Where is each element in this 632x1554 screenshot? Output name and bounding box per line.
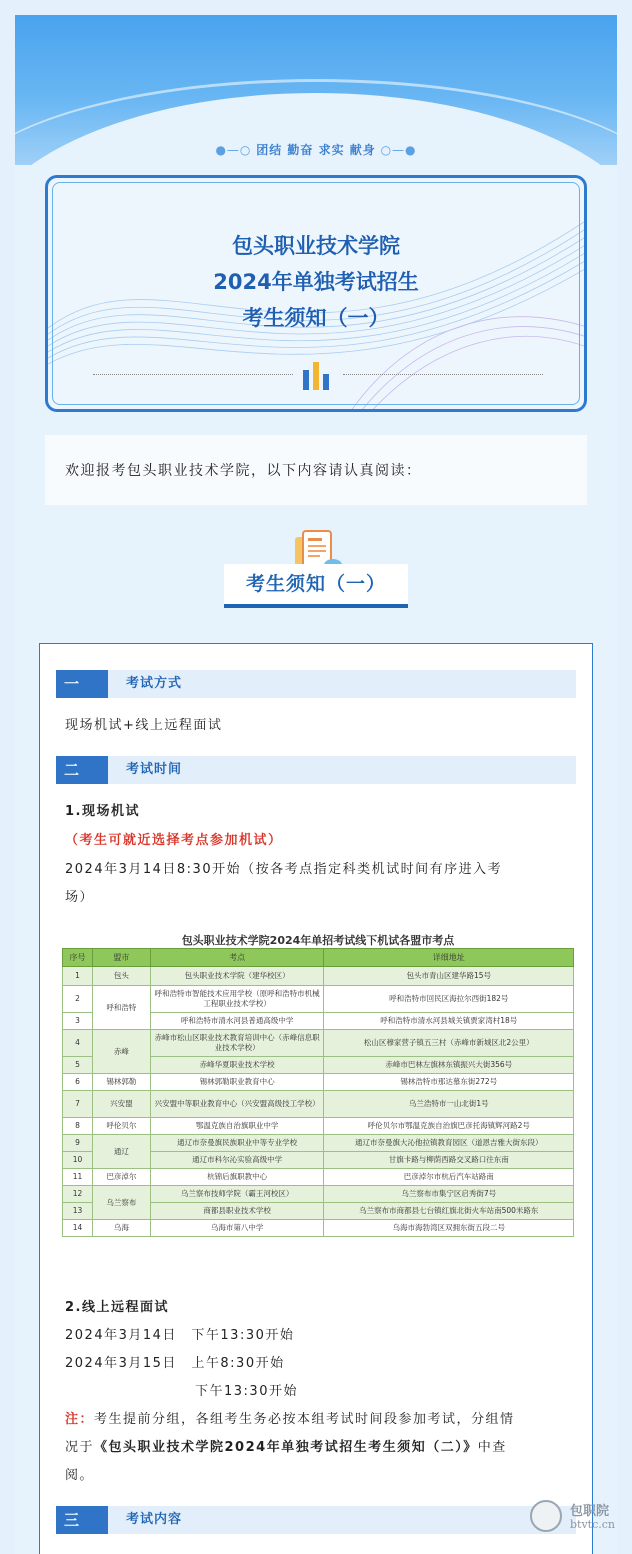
table-cell: 呼和浩特市清水河县城关镇贾家湾村18号 (324, 1013, 574, 1030)
watermark-line-1: 包职院 (570, 1504, 610, 1519)
bar-chart-icon (303, 360, 333, 390)
section-label: 考试方式 (126, 676, 183, 691)
welcome-box (45, 435, 587, 505)
online-heading: 2.线上远程面试 (65, 1300, 169, 1315)
table-cell: 呼和浩特市清水河县普通高级中学 (150, 1013, 324, 1030)
note-doc-title: 《包头职业技术学院2024年单独考试招生考生须知（二）》 (94, 1440, 478, 1455)
table-cell: 11 (63, 1169, 93, 1186)
table-cell: 包头 (92, 967, 150, 986)
note-text: 阅。 (65, 1468, 95, 1483)
welcome-text: 欢迎报考包头职业技术学院，以下内容请认真阅读： (65, 463, 422, 479)
table-cell: 14 (63, 1220, 93, 1237)
table-header-row (63, 949, 574, 967)
table-cell: 杭锦后旗职教中心 (150, 1169, 324, 1186)
table-cell: 呼伦贝尔市鄂温克族自治旗巴彦托海镇辉河路2号 (324, 1118, 574, 1135)
section-header-content (56, 1506, 576, 1534)
table-cell: 8 (63, 1118, 93, 1135)
motto-dot-icon: ○—● (375, 143, 417, 157)
table-cell: 10 (63, 1152, 93, 1169)
table-cell: 12 (63, 1186, 93, 1203)
table-cell: 通辽市奈曼旗大沁他拉镇教育园区（道恩吉雅大街东段） (324, 1135, 574, 1152)
table-cell: 乌兰察布 (92, 1186, 150, 1220)
table-cell: 兴安盟 (92, 1091, 150, 1118)
section-title (224, 564, 408, 608)
table-cell: 5 (63, 1057, 93, 1074)
table-cell: 2 (63, 986, 93, 1013)
table-row (63, 1186, 574, 1203)
table-row (63, 1135, 574, 1152)
online-note (65, 1434, 507, 1462)
table-cell: 乌兰察布技师学院（霸王河校区） (150, 1186, 324, 1203)
table-cell: 13 (63, 1203, 93, 1220)
table-title: 包头职业技术学院2024年单招考试线下机试各盟市考点 (181, 934, 455, 947)
onsite-time-line: 2024年3月14日8:30开始（按各考点指定科类机试时间有序进入考 (65, 862, 503, 877)
title-line-1: 包头职业技术学院 (232, 234, 400, 258)
table-cell: 赤峰华夏职业技术学校 (150, 1057, 324, 1074)
onsite-time-line: 场） (65, 890, 95, 905)
online-time-line: 2024年3月15日 上午8:30开始 (65, 1356, 285, 1371)
section-number: 一 (56, 670, 108, 698)
table-cell: 呼伦贝尔 (92, 1118, 150, 1135)
table-cell: 1 (63, 967, 93, 986)
motto-dot-icon: ●—○ (215, 143, 257, 157)
note-text: 考生提前分组，各组考生务必按本组考试时间段参加考试，分组情 (94, 1412, 515, 1427)
onsite-heading: 1.现场机试 (65, 804, 140, 819)
seal-icon (530, 1500, 562, 1532)
section-label: 考试内容 (126, 1512, 183, 1527)
onsite-note: （考生可就近选择考点参加机试） (65, 833, 283, 848)
motto (15, 141, 617, 158)
table-row (63, 1030, 574, 1057)
table-row (63, 1074, 574, 1091)
table-cell: 通辽市奈曼旗民族职业中等专业学校 (150, 1135, 324, 1152)
table-cell: 乌海市第八中学 (150, 1220, 324, 1237)
table-cell: 锡林浩特市那达慕东街272号 (324, 1074, 574, 1091)
section-header-method (56, 670, 576, 698)
watermark (530, 1500, 620, 1536)
section-label: 考试时间 (126, 762, 183, 777)
section-number: 二 (56, 756, 108, 784)
table-cell: 乌兰浩特市一山北街1号 (324, 1091, 574, 1118)
table-header-cell: 盟市 (92, 949, 150, 967)
table-cell: 包头市青山区建华路15号 (324, 967, 574, 986)
table-cell: 通辽市科尔沁实验高级中学 (150, 1152, 324, 1169)
title-line-3: 考生须知（一） (242, 306, 390, 330)
section-header-time (56, 756, 576, 784)
table-cell: 呼和浩特 (92, 986, 150, 1030)
table-cell: 赤峰市松山区职业技术教育培训中心（赤峰信息职业技术学校） (150, 1030, 324, 1057)
section-number: 三 (56, 1506, 108, 1534)
table-cell: 甘旗卡路与柳荫西路交叉路口往东南 (324, 1152, 574, 1169)
watermark-line-2: btvtc.cn (570, 1518, 615, 1531)
title-divider-left (93, 374, 293, 375)
title-line-2: 2024年单独考试招生 (213, 270, 419, 294)
online-time-line: 下午13:30开始 (195, 1384, 298, 1399)
table-cell: 乌兰察布市集宁区启秀街7号 (324, 1186, 574, 1203)
article-page (15, 15, 617, 1554)
table-cell: 赤峰市巴林左旗林东镇振兴大街356号 (324, 1057, 574, 1074)
online-time-line: 2024年3月14日 下午13:30开始 (65, 1328, 295, 1343)
section-title-text: 考生须知（一） (245, 573, 386, 595)
note-label: 注： (65, 1412, 95, 1427)
table-cell: 锡林郭勒职业教育中心 (150, 1074, 324, 1091)
motto-text: 团结 勤奋 求实 献身 (256, 143, 376, 157)
exam-site-table (62, 948, 574, 1237)
table-cell: 4 (63, 1030, 93, 1057)
table-cell: 巴彦淖尔市杭后汽车站路南 (324, 1169, 574, 1186)
table-row (63, 1169, 574, 1186)
table-header-cell: 考点 (150, 949, 324, 967)
title-card (45, 175, 587, 412)
table-row (63, 967, 574, 986)
table-cell: 9 (63, 1135, 93, 1152)
table-cell: 呼和浩特市回民区海拉尔西街182号 (324, 986, 574, 1013)
table-cell: 松山区穆家营子镇五三村（赤峰市新城区北2公里） (324, 1030, 574, 1057)
table-cell: 乌海市海勃湾区双拥东街五段二号 (324, 1220, 574, 1237)
table-cell: 巴彦淖尔 (92, 1169, 150, 1186)
title-divider-right (343, 374, 543, 375)
table-row (63, 1220, 574, 1237)
table-cell: 呼和浩特市智能技术应用学校（原呼和浩特市机械工程职业技术学校） (150, 986, 324, 1013)
table-row (63, 1091, 574, 1118)
note-text: 况于 (65, 1440, 95, 1455)
table-header-cell: 详细地址 (324, 949, 574, 967)
exam-method-text: 现场机试+线上远程面试 (65, 718, 223, 733)
table-cell: 兴安盟中等职业教育中心（兴安盟高级技工学校） (150, 1091, 324, 1118)
table-row (63, 1118, 574, 1135)
table-cell: 乌兰察布市商都县七台镇红旗北街火车站南500米路东 (324, 1203, 574, 1220)
table-header-cell: 序号 (63, 949, 93, 967)
note-text: 中查 (477, 1440, 507, 1455)
page-title (48, 228, 584, 336)
table-cell: 乌海 (92, 1220, 150, 1237)
content-box (39, 643, 593, 1554)
table-cell: 3 (63, 1013, 93, 1030)
table-cell: 7 (63, 1091, 93, 1118)
table-cell: 商都县职业技术学校 (150, 1203, 324, 1220)
table-cell: 锡林郭勒 (92, 1074, 150, 1091)
table-cell: 赤峰 (92, 1030, 150, 1074)
table-row (63, 986, 574, 1013)
table-cell: 通辽 (92, 1135, 150, 1169)
table-cell: 包头职业技术学院（建华校区） (150, 967, 324, 986)
table-cell: 鄂温克族自治旗职业中学 (150, 1118, 324, 1135)
table-cell: 6 (63, 1074, 93, 1091)
online-note (65, 1406, 515, 1434)
